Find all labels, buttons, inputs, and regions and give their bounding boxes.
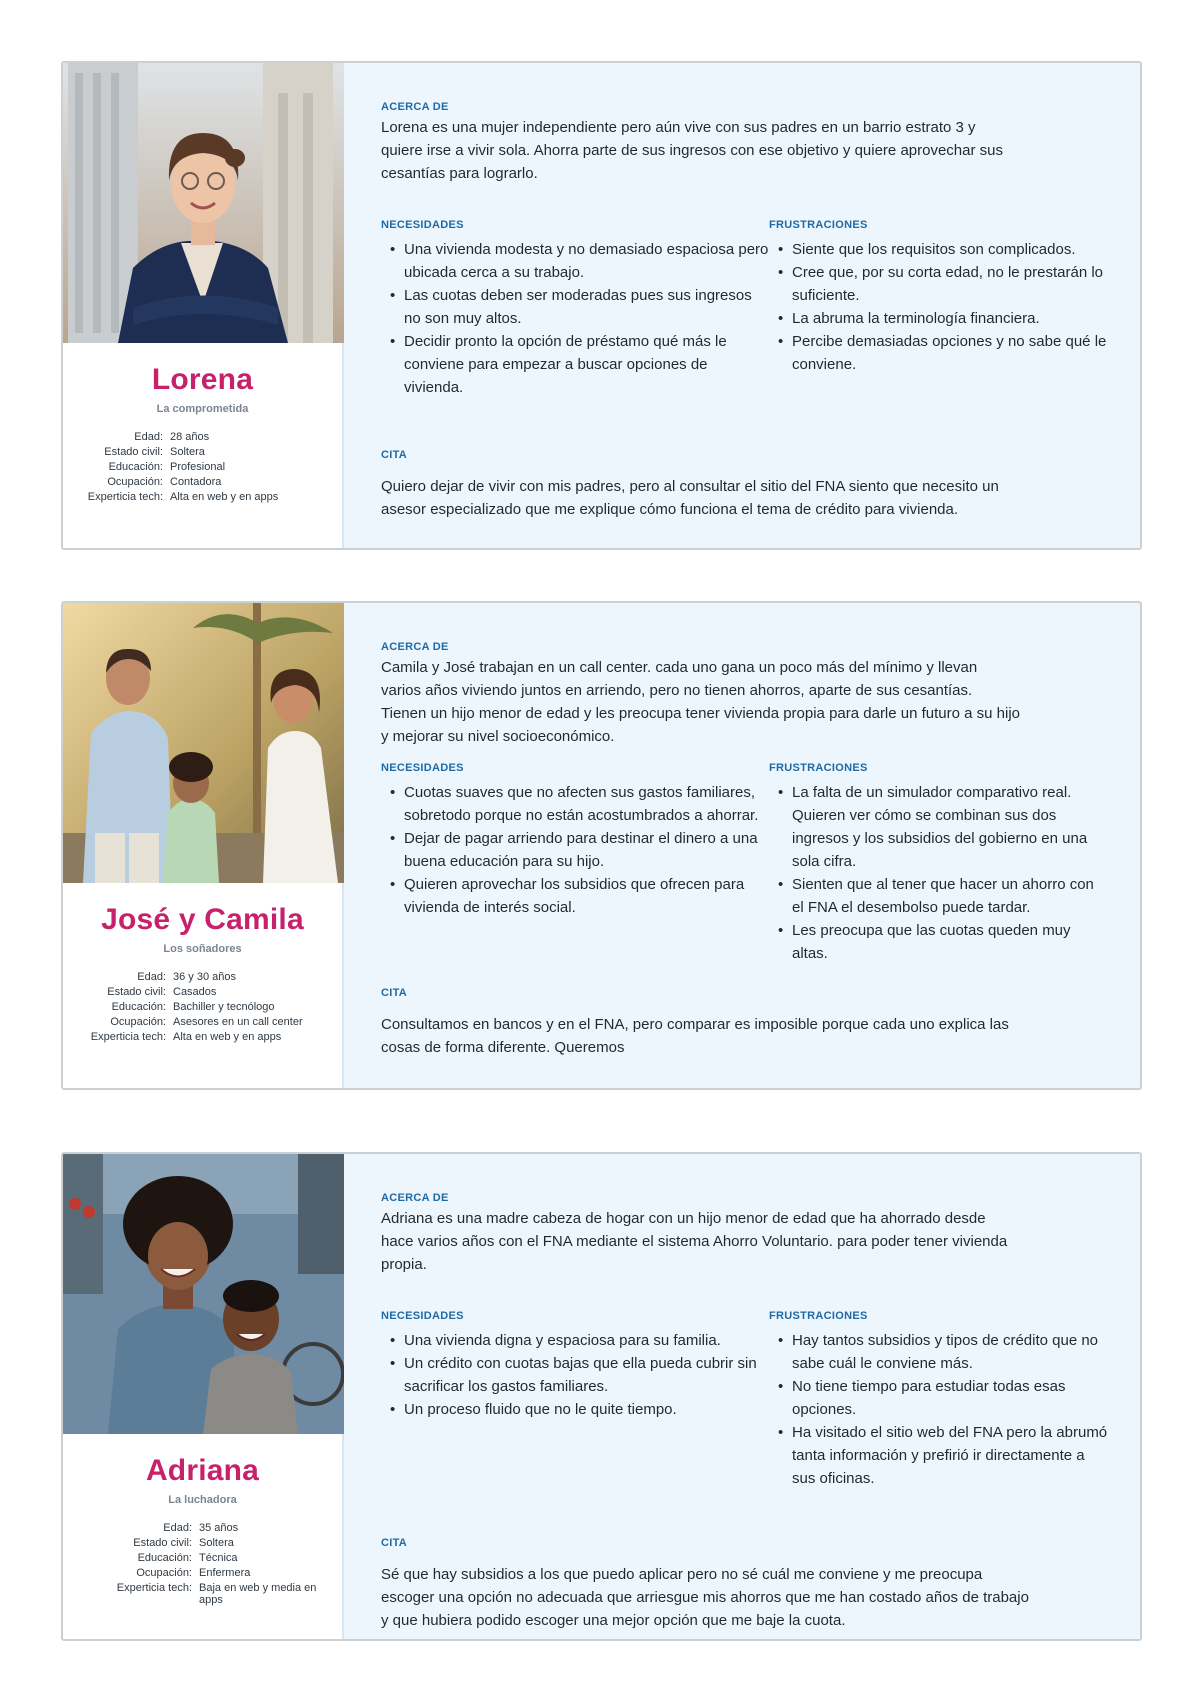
frustrations-section	[769, 762, 1109, 965]
needs-heading: NECESIDADES	[381, 762, 464, 774]
persona-tagline: La comprometida	[156, 403, 249, 415]
detail-label-education: Educación:	[111, 1001, 166, 1013]
detail-value-tech-expertise: Alta en web y en apps	[170, 491, 279, 503]
list-item: • Percibe demasiadas opciones y no sabe qué le conviene.	[769, 330, 1109, 376]
list-item: • Una vivienda modesta y no demasiado espaciosa pero ubicada cerca a su trabajo.	[381, 238, 769, 284]
persona-photo-image	[63, 63, 344, 343]
persona-name: Lorena	[151, 363, 254, 396]
list-item: • La falta de un simulador comparativo real. Quieren ver cómo se combinan sus dos ingresos y los subsidios del gobierno en una sola cifra.	[769, 781, 1109, 873]
persona-card-lorena	[61, 61, 1142, 550]
detail-value-occupation: Asesores en un call center	[173, 1016, 303, 1028]
detail-value-marital-status: Soltera	[199, 1537, 234, 1549]
frustrations-list	[769, 238, 1109, 376]
detail-value-education: Técnica	[199, 1552, 238, 1564]
quote-section	[381, 987, 1031, 1059]
quote-heading: CITA	[381, 987, 408, 999]
detail-value-occupation: Contadora	[170, 476, 222, 488]
quote-section	[381, 449, 1031, 521]
detail-label-occupation: Ocupación:	[107, 476, 163, 488]
detail-label-tech-expertise: Experticia tech:	[87, 491, 163, 503]
persona-photo	[63, 63, 344, 343]
list-item: • Un crédito con cuotas bajas que ella pueda cubrir sin sacrificar los gastos familiares.	[381, 1352, 769, 1398]
needs-list	[381, 238, 769, 399]
detail-value-marital-status: Soltera	[170, 446, 205, 458]
list-item: • Siente que los requisitos son complicados.	[769, 238, 1109, 261]
detail-value-age: 35 años	[199, 1522, 239, 1534]
list-item: • La abruma la terminología financiera.	[769, 307, 1109, 330]
quote-heading: CITA	[381, 449, 408, 461]
detail-value-education: Profesional	[170, 461, 226, 473]
persona-photo	[63, 1154, 344, 1434]
persona-content	[344, 63, 1140, 548]
detail-value-tech-expertise: Baja en web y media en apps	[199, 1582, 317, 1606]
list-item: • Cuotas suaves que no afecten sus gastos familiares, sobretodo porque no están acostumbrados a ahorrar.	[381, 781, 769, 827]
list-item: • Hay tantos subsidios y tipos de crédito que no sabe cuál le conviene más.	[769, 1329, 1109, 1375]
detail-label-marital-status: Estado civil:	[104, 446, 163, 458]
list-item: • No tiene tiempo para estudiar todas esas opciones.	[769, 1375, 1109, 1421]
persona-profile	[63, 1154, 344, 1639]
about-heading: ACERCA DE	[381, 101, 449, 113]
persona-card-adriana	[61, 1152, 1142, 1641]
persona-content	[344, 1154, 1140, 1639]
detail-label-occupation: Ocupación:	[110, 1016, 166, 1028]
persona-card-jose-camila	[61, 601, 1142, 1090]
about-text: Adriana es una madre cabeza de hogar con un hijo menor de edad que ha ahorrado desde hace varios años con el FNA mediante el sistema Ahorro Voluntario. para poder tener vivienda propia.	[381, 1210, 1008, 1273]
frustrations-section	[769, 219, 1109, 399]
list-item: • Sienten que al tener que hacer un ahorro con el FNA el desembolso puede tardar.	[769, 873, 1109, 919]
detail-label-tech-expertise: Experticia tech:	[116, 1582, 192, 1594]
detail-value-education: Bachiller y tecnólogo	[173, 1001, 275, 1013]
detail-value-tech-expertise: Alta en web y en apps	[173, 1031, 282, 1043]
persona-details	[63, 431, 342, 503]
needs-section	[381, 762, 769, 965]
list-item: • Un proceso fluido que no le quite tiempo.	[381, 1398, 769, 1421]
needs-section	[381, 1310, 769, 1490]
frustrations-heading: FRUSTRACIONES	[769, 219, 868, 231]
detail-value-age: 36 y 30 años	[173, 971, 236, 983]
persona-tagline: Los soñadores	[163, 943, 242, 955]
detail-label-education: Educación:	[137, 1552, 192, 1564]
quote-text: Quiero dejar de vivir con mis padres, pero al consultar el sitio del FNA siento que necesito un asesor especializado que me explique cómo funciona el tema de crédito para vivienda.	[381, 478, 999, 518]
persona-photo-image	[63, 603, 344, 883]
detail-value-age: 28 años	[170, 431, 210, 443]
list-item: • Les preocupa que las cuotas queden muy altas.	[769, 919, 1109, 965]
detail-value-marital-status: Casados	[173, 986, 217, 998]
list-item: • Quieren aprovechar los subsidios que ofrecen para vivienda de interés social.	[381, 873, 769, 919]
persona-name: Adriana	[145, 1454, 260, 1487]
detail-label-age: Edad:	[163, 1522, 192, 1534]
quote-heading: CITA	[381, 1537, 408, 1549]
needs-section	[381, 219, 769, 399]
list-item: • Dejar de pagar arriendo para destinar el dinero a una buena educación para su hijo.	[381, 827, 769, 873]
persona-tagline: La luchadora	[168, 1494, 237, 1506]
list-item: • Cree que, por su corta edad, no le prestarán lo suficiente.	[769, 261, 1109, 307]
list-item: • Decidir pronto la opción de préstamo qué más le conviene para empezar a buscar opciones de vivienda.	[381, 330, 769, 399]
frustrations-list	[769, 781, 1109, 965]
frustrations-list	[769, 1329, 1109, 1490]
persona-details	[63, 971, 342, 1043]
detail-label-occupation: Ocupación:	[136, 1567, 192, 1579]
about-heading: ACERCA DE	[381, 1192, 449, 1204]
needs-list	[381, 1329, 769, 1421]
detail-value-occupation: Enfermera	[199, 1567, 251, 1579]
needs-frustrations	[381, 762, 1110, 965]
detail-label-age: Edad:	[137, 971, 166, 983]
about-text: Camila y José trabajan en un call center. cada uno gana un poco más del mínimo y llevan varios años viviendo juntos en arriendo, pero no tienen ahorros, aparte de sus cesantías. Tienen un hijo menor de edad y les preocupa tener vivienda propia para darle un futuro a su hijo y mejorar su nivel socioeconómico.	[381, 659, 1021, 745]
detail-label-marital-status: Estado civil:	[107, 986, 166, 998]
list-item: • Las cuotas deben ser moderadas pues sus ingresos no son muy altos.	[381, 284, 769, 330]
detail-label-education: Educación:	[108, 461, 163, 473]
persona-photo	[63, 603, 344, 883]
quote-text: Consultamos en bancos y en el FNA, pero comparar es imposible porque cada uno explica las cosas de forma diferente. Queremos	[381, 1016, 1009, 1056]
frustrations-heading: FRUSTRACIONES	[769, 762, 868, 774]
detail-label-marital-status: Estado civil:	[133, 1537, 192, 1549]
frustrations-heading: FRUSTRACIONES	[769, 1310, 868, 1322]
persona-details	[63, 1522, 342, 1606]
needs-list	[381, 781, 769, 919]
persona-content	[344, 603, 1140, 1088]
persona-profile	[63, 63, 344, 548]
detail-label-tech-expertise: Experticia tech:	[90, 1031, 166, 1043]
persona-name: José y Camila	[101, 903, 304, 936]
persona-photo-image	[63, 1154, 344, 1434]
needs-heading: NECESIDADES	[381, 219, 464, 231]
needs-frustrations	[381, 1310, 1110, 1490]
quote-section	[381, 1537, 1031, 1632]
detail-label-age: Edad:	[134, 431, 163, 443]
persona-profile	[63, 603, 344, 1088]
needs-heading: NECESIDADES	[381, 1310, 464, 1322]
list-item: • Una vivienda digna y espaciosa para su familia.	[381, 1329, 769, 1352]
list-item: • Ha visitado el sitio web del FNA pero la abrumó tanta información y prefirió ir directamente a sus oficinas.	[769, 1421, 1109, 1490]
quote-text: Sé que hay subsidios a los que puedo aplicar pero no sé cuál me conviene y me preocupa escoger una opción no adecuada que arriesgue mis ahorros que me han costado años de trabajo y que hubiera podido escoger una mejor opción que me baje la cuota.	[381, 1566, 1029, 1629]
about-text: Lorena es una mujer independiente pero aún vive con sus padres en un barrio estrato 3 y quiere irse a vivir sola. Ahorra parte de sus ingresos con ese objetivo y quiere aprovechar sus cesantías para lograrlo.	[381, 119, 1003, 182]
frustrations-section	[769, 1310, 1109, 1490]
needs-frustrations	[381, 219, 1110, 399]
about-heading: ACERCA DE	[381, 641, 449, 653]
